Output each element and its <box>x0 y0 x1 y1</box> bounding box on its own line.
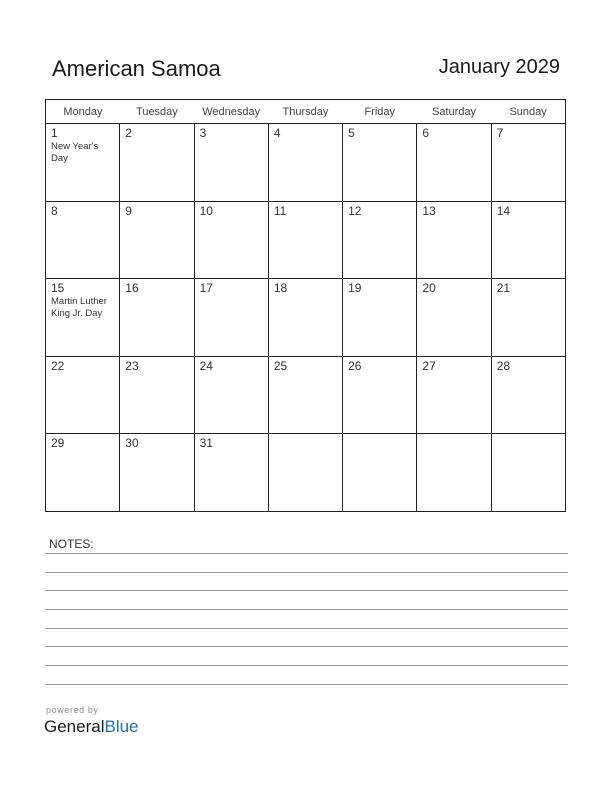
weekday-tuesday: Tuesday <box>120 100 194 124</box>
calendar-day-cell[interactable] <box>343 124 417 202</box>
calendar-week-row <box>46 279 566 357</box>
calendar-day-cell[interactable] <box>194 279 268 357</box>
calendar-day-cell[interactable] <box>120 279 194 357</box>
calendar-week-row <box>46 434 566 512</box>
day-number: 29 <box>51 436 65 451</box>
calendar-day-cell[interactable] <box>417 124 491 202</box>
calendar-day-cell[interactable] <box>268 434 342 512</box>
day-number: 25 <box>273 358 288 373</box>
calendar-day-cell[interactable] <box>120 124 194 202</box>
day-number: 3 <box>199 126 207 140</box>
calendar-day-cell[interactable] <box>194 356 268 434</box>
day-number: 2 <box>125 126 132 140</box>
day-number: 11 <box>273 203 287 218</box>
calendar-day-cell[interactable] <box>343 201 417 279</box>
day-number: 4 <box>273 126 281 140</box>
day-number: 23 <box>125 358 139 373</box>
day-number: 12 <box>348 203 362 218</box>
calendar-day-cell[interactable] <box>491 124 565 202</box>
day-number: 30 <box>125 436 139 451</box>
calendar-day-cell[interactable] <box>417 434 491 512</box>
day-number: 14 <box>496 203 511 218</box>
day-number: 5 <box>348 126 355 140</box>
calendar-day-cell[interactable] <box>491 201 565 279</box>
calendar-day-cell[interactable] <box>417 356 491 434</box>
day-number: 16 <box>125 281 139 296</box>
generalblue-logo[interactable] <box>44 717 139 737</box>
calendar-day-cell[interactable] <box>194 124 268 202</box>
calendar-day-cell[interactable] <box>343 279 417 357</box>
calendar-week-row <box>46 356 566 434</box>
day-number: 24 <box>199 358 213 373</box>
note-line <box>45 590 568 591</box>
calendar-day-cell[interactable] <box>46 356 120 434</box>
calendar-day-cell[interactable] <box>46 279 120 357</box>
calendar-day-cell[interactable] <box>491 279 565 357</box>
day-number: 9 <box>125 203 132 218</box>
note-line <box>45 665 568 666</box>
calendar-day-cell[interactable] <box>343 434 417 512</box>
day-number: 28 <box>496 358 511 373</box>
calendar-week-row <box>46 201 566 279</box>
calendar-day-cell[interactable] <box>46 124 120 202</box>
day-number: 26 <box>348 358 362 373</box>
calendar-day-cell[interactable] <box>268 279 342 357</box>
day-number: 8 <box>51 203 58 218</box>
calendar-day-cell[interactable] <box>194 434 268 512</box>
day-number: 31 <box>199 436 213 451</box>
calendar-country-title: American Samoa <box>52 56 221 81</box>
powered-by-text: powered by <box>46 705 99 715</box>
day-number: 1 <box>51 126 58 140</box>
day-number: 21 <box>496 281 511 296</box>
calendar-day-cell[interactable] <box>491 356 565 434</box>
calendar-grid <box>45 99 566 512</box>
notes-label: NOTES: <box>49 537 94 551</box>
logo-text-blue: Blue <box>104 717 139 736</box>
note-line <box>45 553 568 554</box>
day-number: 18 <box>273 281 288 296</box>
calendar-day-cell[interactable] <box>194 201 268 279</box>
weekday-saturday: Saturday <box>417 100 491 124</box>
day-number: 17 <box>199 281 213 296</box>
day-number: 7 <box>496 126 504 140</box>
calendar-day-cell[interactable] <box>343 356 417 434</box>
holiday-label: New Year's Day <box>51 141 99 164</box>
calendar-day-cell[interactable] <box>491 434 565 512</box>
day-number: 6 <box>422 126 430 140</box>
logo-text-general: General <box>44 717 105 736</box>
calendar-day-cell[interactable] <box>46 201 120 279</box>
note-line <box>45 572 568 573</box>
weekday-monday: Monday <box>46 100 120 124</box>
day-number: 22 <box>51 358 65 373</box>
calendar-month-title: January 2029 <box>438 56 560 78</box>
weekday-thursday: Thursday <box>268 100 342 124</box>
weekday-friday: Friday <box>343 100 417 124</box>
weekday-header-row <box>46 100 566 124</box>
calendar-day-cell[interactable] <box>417 201 491 279</box>
calendar-day-cell[interactable] <box>120 201 194 279</box>
note-line <box>45 646 568 647</box>
day-number: 20 <box>422 281 436 296</box>
calendar-day-cell[interactable] <box>268 124 342 202</box>
calendar-day-cell[interactable] <box>268 201 342 279</box>
note-line <box>45 609 568 610</box>
weekday-wednesday: Wednesday <box>194 100 268 124</box>
calendar-day-cell[interactable] <box>417 279 491 357</box>
weekday-sunday: Sunday <box>491 100 565 124</box>
day-number: 19 <box>348 281 362 296</box>
day-number: 27 <box>422 358 436 373</box>
calendar-week-row <box>46 124 566 202</box>
calendar-day-cell[interactable] <box>120 356 194 434</box>
holiday-label: Martin Luther King Jr. Day <box>51 296 107 320</box>
day-number: 10 <box>199 203 213 218</box>
note-line <box>45 628 568 629</box>
note-line <box>45 684 568 685</box>
calendar-day-cell[interactable] <box>46 434 120 512</box>
day-number: 15 <box>51 281 65 296</box>
day-number: 13 <box>422 203 436 218</box>
calendar-day-cell[interactable] <box>268 356 342 434</box>
calendar-day-cell[interactable] <box>120 434 194 512</box>
